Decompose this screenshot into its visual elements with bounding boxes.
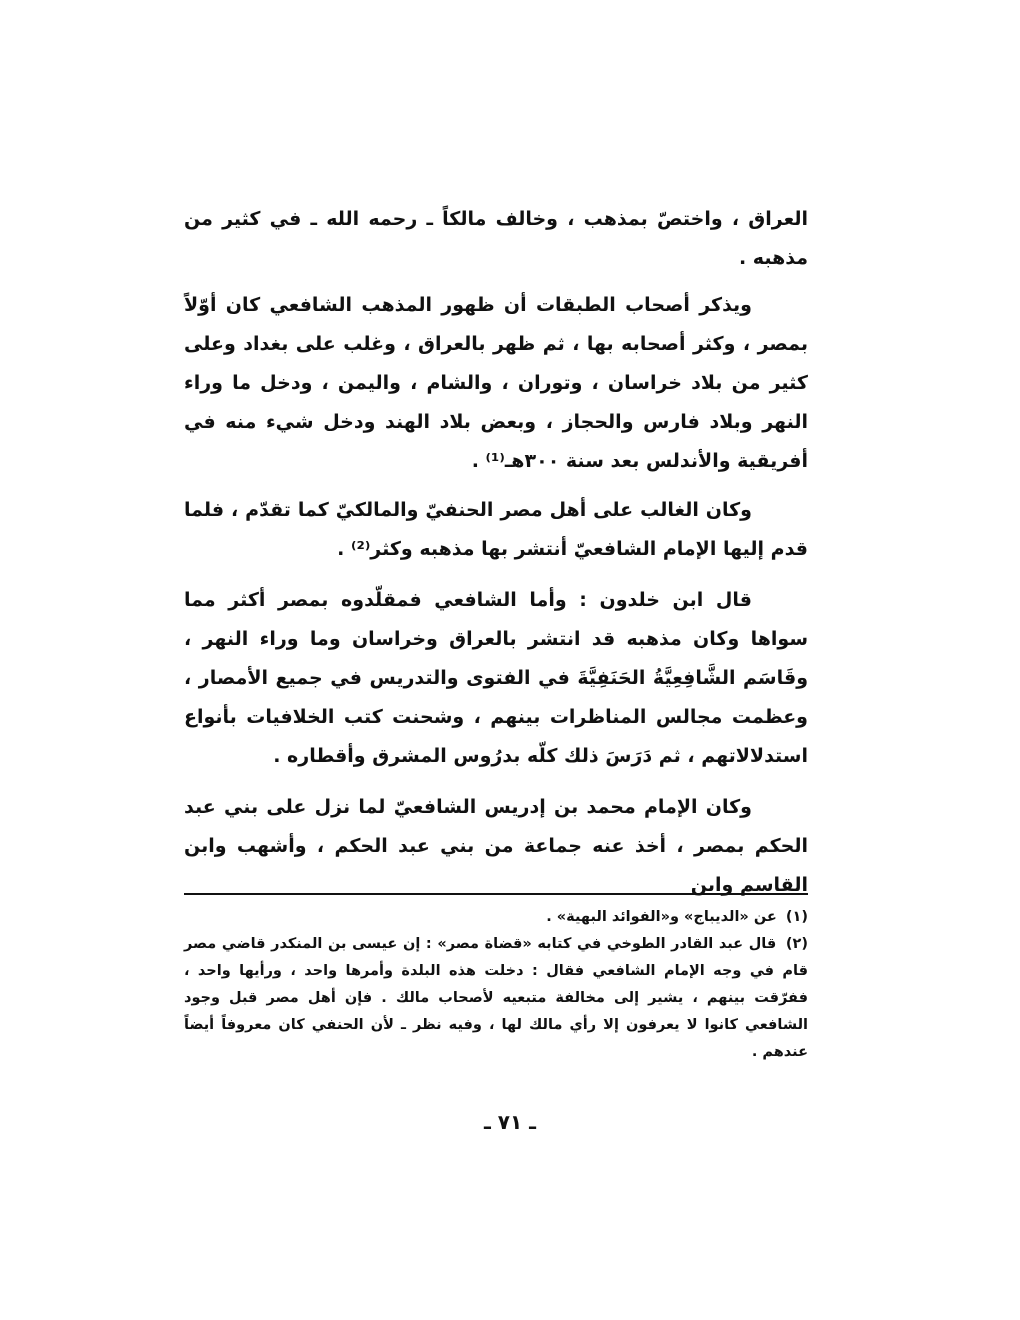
footnote-1	[184, 904, 808, 931]
paragraph-2: ويذكر أصحاب الطبقات أن ظهور المذهب الشافعي كان أوّلاً بمصر ، وكثر أصحابه بها ، ثم ظهر بالعراق ، وغلب على بغداد وعلى كثير من بلاد خراسان ، وتوران ، والشام ، واليمن ، ودخل ما وراء النهر وبلاد فارس والحجاز ، وبعض بلاد الهند ودخل شيء منه في أفريقية والأندلس بعد سنة ٣٠٠هـ⁽¹⁾ .	[184, 294, 808, 472]
page-number: ـ ٧١ ـ	[483, 1110, 537, 1134]
footnote-number: (١)	[785, 909, 808, 925]
main-text	[184, 200, 808, 905]
paragraph-1: العراق ، واختصّ بمذهب ، وخالف مالكاً ـ رحمه الله ـ في كثير من مذهبه .	[184, 208, 808, 269]
footnote-separator	[184, 893, 808, 895]
paragraph-3: وكان الغالب على أهل مصر الحنفيّ والمالكيّ كما تقدّم ، فلما قدم إليها الإمام الشافعيّ أنتشر بها مذهبه وكثر⁽²⁾ .	[184, 499, 808, 560]
footnote-2	[184, 931, 808, 1066]
footnote-text: قال عبد القادر الطوخي في كتابه «قضاة مصر» : إن عيسى بن المنكدر قاضي مصر قام في وجه الإمام الشافعي فقال : دخلت هذه البلدة وأمرها واحد ، ورأيها واحد ، ففرّقت بينهم ، يشير إلى مخالفة متبعيه لأصحاب مالك . فإن أهل مصر قبل وجود الشافعي كانوا لا يعرفون إلا رأي مالك لها ، وفيه نظر ـ لأن الحنفي كان معروفاً أيضاً عندهم .	[184, 936, 808, 1060]
footnote-text: عن «الديباج» و«الفوائد البهية» .	[546, 909, 777, 925]
paragraph-4: قال ابن خلدون : وأما الشافعي فمقلّدوه بمصر أكثر مما سواها وكان مذهبه قد انتشر بالعراق وخراسان وما وراء النهر ، وقَاسَم الشَّافِعِيَّةُ الحَنَفِيَّةَ في الفتوى والتدريس في جميع الأمصار ، وعظمت مجالس المناظرات بينهم ، وشحنت كتب الخلافيات بأنواع استدلالاتهم ، ثم دَرَسَ ذلك كلّه بدرُوس المشرق وأقطاره .	[184, 589, 808, 767]
footnote-number: (٢)	[785, 936, 808, 952]
paragraph-5: وكان الإمام محمد بن إدريس الشافعيّ لما نزل على بني عبد الحكم بمصر ، أخذ عنه جماعة من بني عبد الحكم ، وأشهب وابن القاسم وابن	[184, 796, 808, 896]
footnotes	[184, 904, 808, 1066]
